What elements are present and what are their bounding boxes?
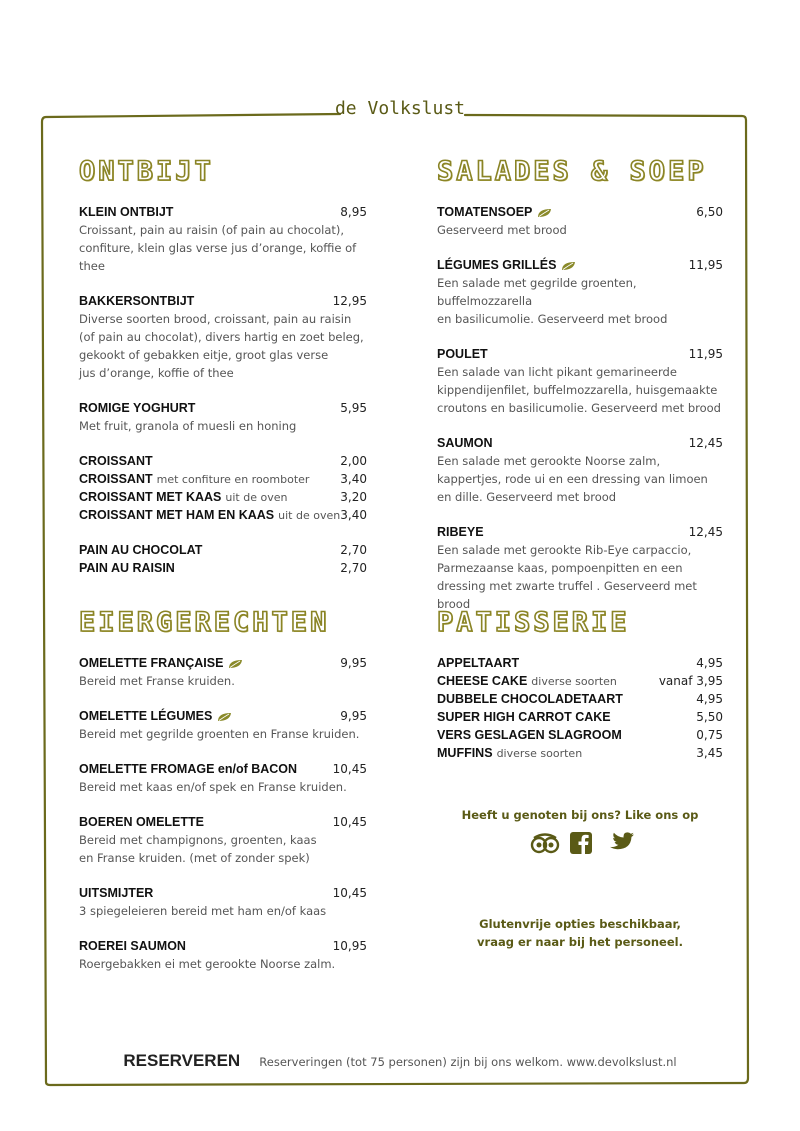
menu-item — [437, 690, 723, 708]
item-name-text: LÉGUMES GRILLÉS — [437, 258, 557, 272]
item-price: 3,20 — [340, 490, 367, 504]
menu-item — [437, 434, 723, 506]
item-name-text: APPELTAART — [437, 656, 520, 670]
menu-item-row — [79, 399, 367, 417]
item-price: 9,95 — [340, 709, 367, 723]
menu-item — [79, 707, 367, 743]
item-name — [79, 939, 186, 953]
item-description: Met fruit, granola of muesli en honing — [79, 419, 297, 433]
section-title: SALADES & SOEP — [437, 156, 707, 187]
pain-group — [79, 541, 367, 577]
menu-item-row — [79, 760, 367, 778]
menu-item — [437, 523, 723, 613]
menu-item-row — [437, 434, 723, 452]
menu-item — [79, 813, 367, 867]
facebook-icon[interactable] — [570, 832, 594, 854]
gluten-line-2: vraag er naar bij het personeel. — [477, 935, 683, 949]
item-description: Een salade van licht pikant gemarineerde kippendijenfilet, buffelmozzarella, huisgemaakte croutons en basilicumolie. Geserveerd met brood — [437, 365, 721, 415]
menu-item — [437, 672, 723, 690]
menu-item — [79, 292, 367, 382]
menu-item — [437, 654, 723, 672]
item-name — [79, 205, 173, 219]
item-name-text: CHEESE CAKE — [437, 674, 528, 688]
item-name — [79, 561, 175, 575]
item-price: 12,95 — [332, 294, 367, 308]
menu-item — [79, 760, 367, 796]
item-name — [437, 258, 576, 272]
item-name — [79, 401, 195, 415]
item-description: Bereid met gegrilde groenten en Franse kruiden. — [79, 727, 360, 741]
item-extra: uit de oven — [225, 491, 288, 504]
item-name-text: SAUMON — [437, 436, 493, 450]
gluten-line-1: Glutenvrije opties beschikbaar, — [479, 917, 681, 931]
item-name-text: TOMATENSOEP — [437, 205, 533, 219]
item-extra: diverse soorten — [531, 675, 617, 688]
item-name-text: VERS GESLAGEN SLAGROOM — [437, 728, 622, 742]
gluten-note — [430, 915, 730, 951]
menu-item — [79, 654, 367, 690]
vegetarian-leaf-icon — [228, 659, 243, 669]
item-name — [79, 490, 287, 504]
menu-item — [79, 203, 367, 275]
item-name — [79, 543, 202, 557]
item-price: 3,40 — [340, 508, 367, 522]
menu-item-row — [437, 203, 723, 221]
item-price: 2,70 — [340, 543, 367, 557]
menu-item — [437, 726, 723, 744]
item-name-text: CROISSANT MET HAM EN KAAS — [79, 508, 275, 522]
item-name-text: OMELETTE FROMAGE en/of BACON — [79, 762, 298, 776]
social-icons — [530, 832, 634, 854]
footer — [0, 1051, 800, 1071]
item-name-text: OMELETTE FRANÇAISE — [79, 656, 224, 670]
item-price: 5,95 — [340, 401, 367, 415]
item-price: 2,00 — [340, 454, 367, 468]
item-name — [79, 886, 153, 900]
item-name — [437, 746, 582, 760]
menu-item — [79, 399, 367, 435]
item-name — [437, 205, 552, 219]
item-description: Croissant, pain au raisin (of pain au chocolat), confiture, klein glas verse jus d’orange, koffie of thee — [79, 223, 357, 273]
item-description: Diverse soorten brood, croissant, pain au raisin (of pain au chocolat), divers hartig en zoet beleg, gekookt of gebakken eitje, groot glas verse jus d’orange, koffie of thee — [79, 312, 364, 380]
item-name-text: OMELETTE LÉGUMES — [79, 709, 213, 723]
item-name-text: CROISSANT MET KAAS — [79, 490, 222, 504]
menu-item-row — [79, 813, 367, 831]
item-price: 11,95 — [688, 258, 723, 272]
menu-item — [79, 937, 367, 973]
item-description: Een salade met gerookte Noorse zalm, kappertjes, rode ui en een dressing van limoen en dille. Geserveerd met brood — [437, 454, 708, 504]
social-text: Heeft u genoten bij ons? Like ons op — [461, 808, 699, 822]
section-patisserie — [437, 606, 723, 762]
item-name-text: UITSMIJTER — [79, 886, 154, 900]
brand-title: de Volkslust — [334, 98, 466, 119]
menu-item-row — [437, 345, 723, 363]
section-ontbijt — [79, 155, 367, 594]
item-price: 3,40 — [340, 472, 367, 486]
item-name — [437, 692, 623, 706]
section-title: EIERGERECHTEN — [79, 607, 330, 638]
item-extra: met confiture en roomboter — [156, 473, 310, 486]
item-name — [79, 762, 297, 776]
item-extra: uit de oven — [278, 509, 341, 522]
item-price: vanaf 3,95 — [658, 674, 723, 688]
section-title: PATISSERIE — [437, 607, 630, 638]
menu-item-row — [79, 884, 367, 902]
item-name — [79, 815, 204, 829]
item-price: 10,45 — [332, 886, 367, 900]
menu-item — [79, 884, 367, 920]
menu-item — [437, 203, 723, 239]
menu-item-row — [79, 937, 367, 955]
item-name-text: POULET — [437, 347, 488, 361]
item-description: Bereid met champignons, groenten, kaas en Franse kruiden. (met of zonder spek) — [79, 833, 317, 865]
twitter-icon[interactable] — [610, 832, 634, 854]
item-name — [79, 454, 153, 468]
item-description: Een salade met gerookte Rib-Eye carpaccio, Parmezaanse kaas, pompoenpitten en een dressing met zwarte truffel . Geserveerd met brood — [437, 543, 697, 611]
item-price: 0,75 — [696, 728, 723, 742]
item-name-text: RIBEYE — [437, 525, 484, 539]
item-name — [79, 709, 232, 723]
item-name — [437, 728, 622, 742]
section-salades — [437, 155, 723, 630]
item-name-text: PAIN AU CHOCOLAT — [79, 543, 203, 557]
item-name — [437, 525, 484, 539]
vegetarian-leaf-icon — [561, 261, 576, 271]
item-description: Een salade met gegrilde groenten, buffelmozzarella en basilicumolie. Geserveerd met brood — [437, 276, 668, 326]
item-price: 8,95 — [340, 205, 367, 219]
item-name-text: DUBBELE CHOCOLADETAART — [437, 692, 623, 706]
item-price: 12,45 — [688, 436, 723, 450]
item-description: Bereid met kaas en/of spek en Franse kruiden. — [79, 780, 347, 794]
menu-item — [437, 256, 723, 328]
menu-item — [437, 744, 723, 762]
item-name-text: PAIN AU RAISIN — [79, 561, 175, 575]
item-price: 12,45 — [688, 525, 723, 539]
item-description: Geserveerd met brood — [437, 223, 567, 237]
item-price: 11,95 — [688, 347, 723, 361]
item-name-text: CROISSANT — [79, 454, 153, 468]
item-extra: diverse soorten — [496, 747, 583, 760]
menu-item-row — [79, 203, 367, 221]
menu-item — [79, 506, 367, 524]
item-name — [79, 656, 243, 670]
menu-item — [79, 452, 367, 470]
item-name — [79, 472, 309, 486]
vegetarian-leaf-icon — [217, 712, 232, 722]
item-name-text: BOEREN OMELETTE — [79, 815, 205, 829]
croissant-group — [79, 452, 367, 524]
menu-item — [437, 708, 723, 726]
item-name-text: KLEIN ONTBIJT — [79, 205, 174, 219]
item-description: Roergebakken ei met gerookte Noorse zalm. — [79, 957, 336, 971]
menu-item-row — [79, 292, 367, 310]
section-title: ONTBIJT — [79, 156, 214, 187]
item-name — [437, 436, 493, 450]
item-price: 10,45 — [332, 815, 367, 829]
item-name-text: MUFFINS — [437, 746, 493, 760]
item-name — [437, 656, 519, 670]
tripadvisor-icon[interactable] — [530, 832, 554, 854]
item-description: 3 spiegeleieren bereid met ham en/of kaas — [79, 904, 327, 918]
menu-item — [79, 488, 367, 506]
item-name — [437, 710, 611, 724]
item-name — [79, 508, 340, 522]
item-name — [79, 294, 194, 308]
item-name-text: BAKKERSONTBIJT — [79, 294, 195, 308]
item-name-text: CROISSANT — [79, 472, 153, 486]
item-name — [437, 347, 488, 361]
item-name-text: ROEREI SAUMON — [79, 939, 186, 953]
section-eiergerechten — [79, 606, 367, 990]
item-price: 2,70 — [340, 561, 367, 575]
item-price: 4,95 — [696, 692, 723, 706]
item-price: 10,45 — [332, 762, 367, 776]
menu-item — [79, 470, 367, 488]
item-price: 4,95 — [696, 656, 723, 670]
menu-item — [437, 345, 723, 417]
footer-text: Reserveringen (tot 75 personen) zijn bij ons welkom. www.devolkslust.nl — [259, 1055, 677, 1069]
menu-item — [79, 559, 367, 577]
vegetarian-leaf-icon — [537, 208, 552, 218]
item-price: 6,50 — [696, 205, 723, 219]
menu-item-row — [79, 654, 367, 672]
item-price: 10,95 — [332, 939, 367, 953]
item-price: 5,50 — [696, 710, 723, 724]
menu-item-row — [437, 256, 723, 274]
item-price: 9,95 — [340, 656, 367, 670]
footer-title: RESERVEREN — [123, 1051, 241, 1070]
menu-item-row — [79, 707, 367, 725]
item-name-text: ROMIGE YOGHURT — [79, 401, 196, 415]
item-description: Bereid met Franse kruiden. — [79, 674, 235, 688]
menu-item — [79, 541, 367, 559]
item-price: 3,45 — [696, 746, 723, 760]
menu-item-row — [437, 523, 723, 541]
item-name — [437, 674, 617, 688]
item-name-text: SUPER HIGH CARROT CAKE — [437, 710, 611, 724]
